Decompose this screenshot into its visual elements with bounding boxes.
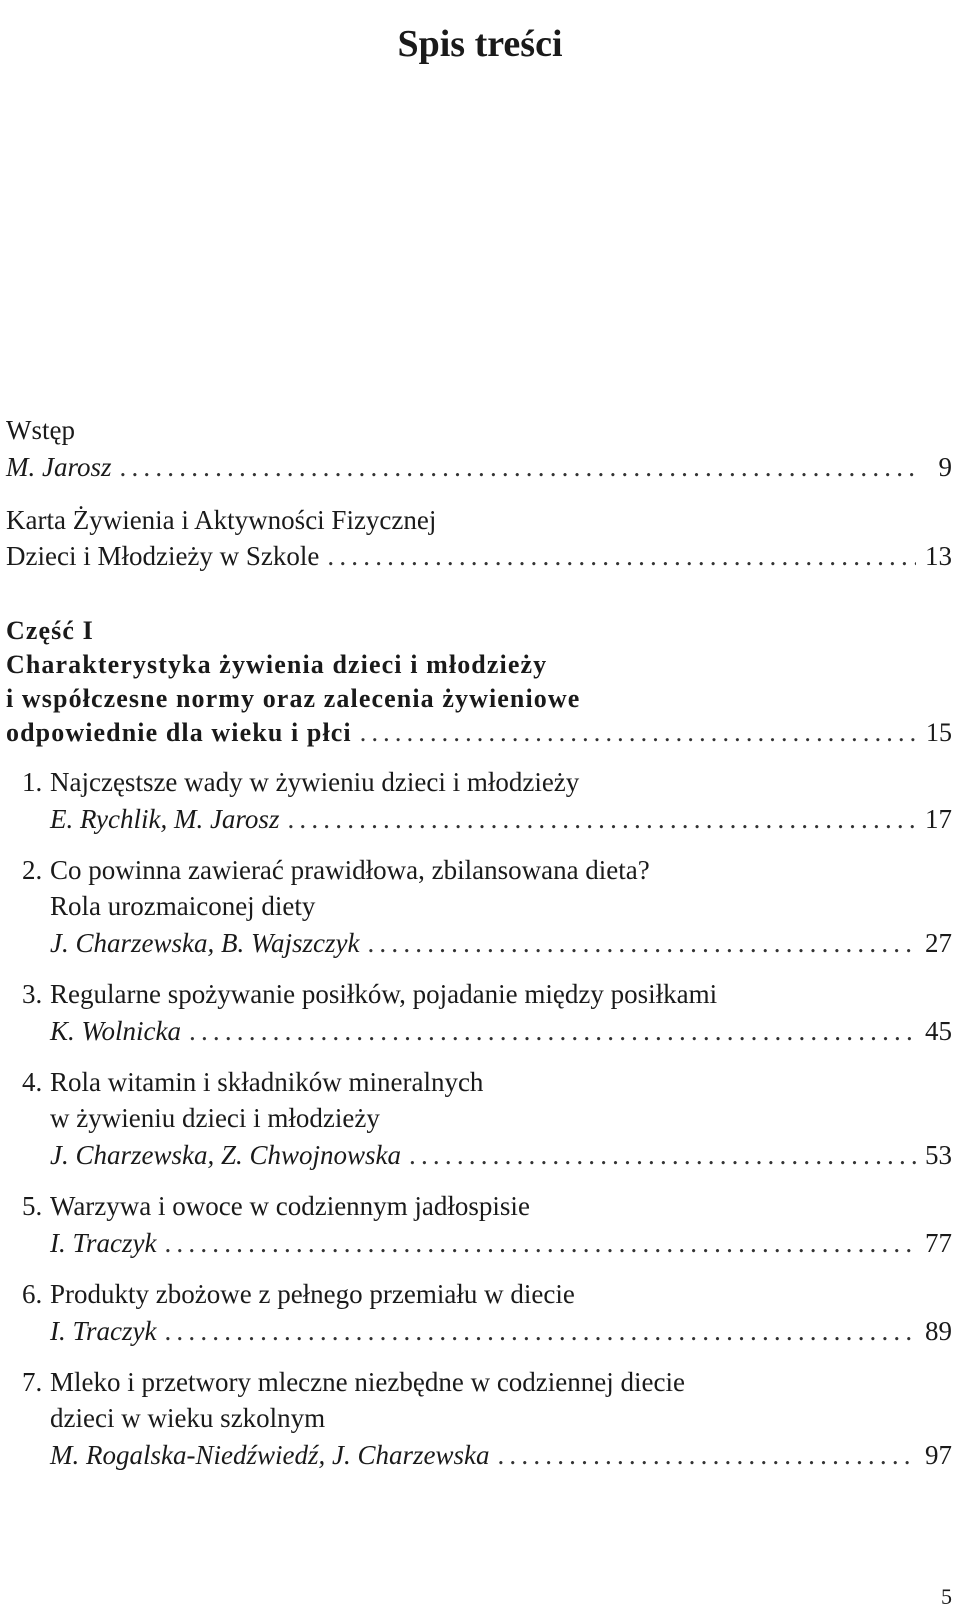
page-number: 5 bbox=[941, 1584, 952, 1609]
part-title-last-line bbox=[6, 716, 952, 750]
chapter-author: I. Traczyk bbox=[50, 1316, 157, 1346]
toc-chapter-5[interactable] bbox=[6, 1188, 952, 1262]
dot-leader bbox=[409, 1136, 916, 1174]
toc-chapter-3[interactable] bbox=[6, 976, 952, 1050]
dot-leader bbox=[360, 716, 916, 750]
part-label: Część I bbox=[6, 616, 94, 645]
chapter-author-line bbox=[6, 800, 952, 838]
entry-page-number: 9 bbox=[938, 452, 952, 482]
entry-title-cont: Dzieci i Młodzieży w Szkole bbox=[6, 541, 320, 571]
chapter-title: Regularne spożywanie posiłków, pojadanie między posiłkami bbox=[50, 979, 718, 1009]
entry-page-number: 77 bbox=[925, 1228, 952, 1258]
chapter-author: E. Rychlik, M. Jarosz bbox=[50, 804, 280, 834]
entry-page-number: 15 bbox=[926, 718, 952, 747]
part-title-cont: i współczesne normy oraz zalecenia żywieniowe bbox=[6, 684, 581, 713]
dot-leader bbox=[164, 1224, 916, 1262]
chapter-author-line bbox=[6, 1224, 952, 1262]
entry-page-number: 27 bbox=[925, 928, 952, 958]
table-of-contents bbox=[6, 412, 952, 1474]
entry-page-number: 17 bbox=[925, 804, 952, 834]
chapter-author: K. Wolnicka bbox=[50, 1016, 181, 1046]
chapter-number: 6. bbox=[22, 1279, 43, 1309]
chapter-number: 1. bbox=[22, 767, 43, 797]
chapter-author: M. Rogalska-Niedźwiedź, J. Charzewska bbox=[50, 1440, 490, 1470]
chapter-title: Mleko i przetwory mleczne niezbędne w codziennej diecie bbox=[50, 1367, 685, 1397]
chapter-author: J. Charzewska, Z. Chwojnowska bbox=[50, 1140, 402, 1170]
entry-page-number: 97 bbox=[925, 1440, 952, 1470]
toc-entry-intro[interactable] bbox=[6, 412, 952, 486]
chapter-author-line bbox=[6, 1136, 952, 1174]
entry-title: Karta Żywienia i Aktywności Fizycznej bbox=[6, 505, 437, 535]
toc-chapter-6[interactable] bbox=[6, 1276, 952, 1350]
dot-leader bbox=[367, 924, 916, 962]
toc-entry-karta[interactable] bbox=[6, 502, 952, 574]
entry-author-line bbox=[6, 448, 952, 486]
chapter-title: Produkty zbożowe z pełnego przemiału w diecie bbox=[50, 1279, 575, 1309]
dot-leader bbox=[287, 800, 916, 838]
chapter-title: Rola witamin i składników mineralnych bbox=[50, 1067, 484, 1097]
toc-chapter-1[interactable] bbox=[6, 764, 952, 838]
entry-author: M. Jarosz bbox=[6, 452, 112, 482]
toc-chapter-7[interactable] bbox=[6, 1364, 952, 1474]
chapter-author-line bbox=[6, 1012, 952, 1050]
entry-page-number: 89 bbox=[925, 1316, 952, 1346]
dot-leader bbox=[327, 538, 916, 574]
chapter-title-cont: w żywieniu dzieci i młodzieży bbox=[50, 1103, 380, 1133]
chapter-number: 2. bbox=[22, 855, 43, 885]
chapter-number: 3. bbox=[22, 979, 43, 1009]
entry-title: Wstęp bbox=[6, 415, 75, 445]
chapter-author-line bbox=[6, 924, 952, 962]
entry-page-number: 45 bbox=[925, 1016, 952, 1046]
chapter-title-cont: dzieci w wieku szkolnym bbox=[50, 1403, 326, 1433]
chapter-number: 4. bbox=[22, 1067, 43, 1097]
chapter-title: Najczęstsze wady w żywieniu dzieci i młodzieży bbox=[50, 767, 580, 797]
chapter-author: I. Traczyk bbox=[50, 1228, 157, 1258]
toc-part-1[interactable] bbox=[6, 614, 952, 750]
dot-leader bbox=[120, 448, 917, 486]
chapter-author: J. Charzewska, B. Wajszczyk bbox=[50, 928, 360, 958]
page-title: Spis treści bbox=[397, 23, 563, 66]
part-title: Charakterystyka żywienia dzieci i młodzieży bbox=[6, 650, 548, 679]
chapter-number: 5. bbox=[22, 1191, 43, 1221]
entry-page-number: 13 bbox=[925, 541, 952, 571]
toc-chapter-4[interactable] bbox=[6, 1064, 952, 1174]
chapter-author-line bbox=[6, 1436, 952, 1474]
chapter-number: 7. bbox=[22, 1367, 43, 1397]
dot-leader bbox=[164, 1312, 916, 1350]
dot-leader bbox=[189, 1012, 916, 1050]
toc-chapter-2[interactable] bbox=[6, 852, 952, 962]
entry-page-number: 53 bbox=[925, 1140, 952, 1170]
entry-title-last-line bbox=[6, 538, 952, 574]
chapter-title: Warzywa i owoce w codziennym jadłospisie bbox=[50, 1191, 530, 1221]
chapter-author-line bbox=[6, 1312, 952, 1350]
part-title-end: odpowiednie dla wieku i płci bbox=[6, 718, 352, 747]
chapter-title-cont: Rola urozmaiconej diety bbox=[50, 891, 316, 921]
chapter-title: Co powinna zawierać prawidłowa, zbilansowana dieta? bbox=[50, 855, 650, 885]
dot-leader bbox=[497, 1436, 916, 1474]
